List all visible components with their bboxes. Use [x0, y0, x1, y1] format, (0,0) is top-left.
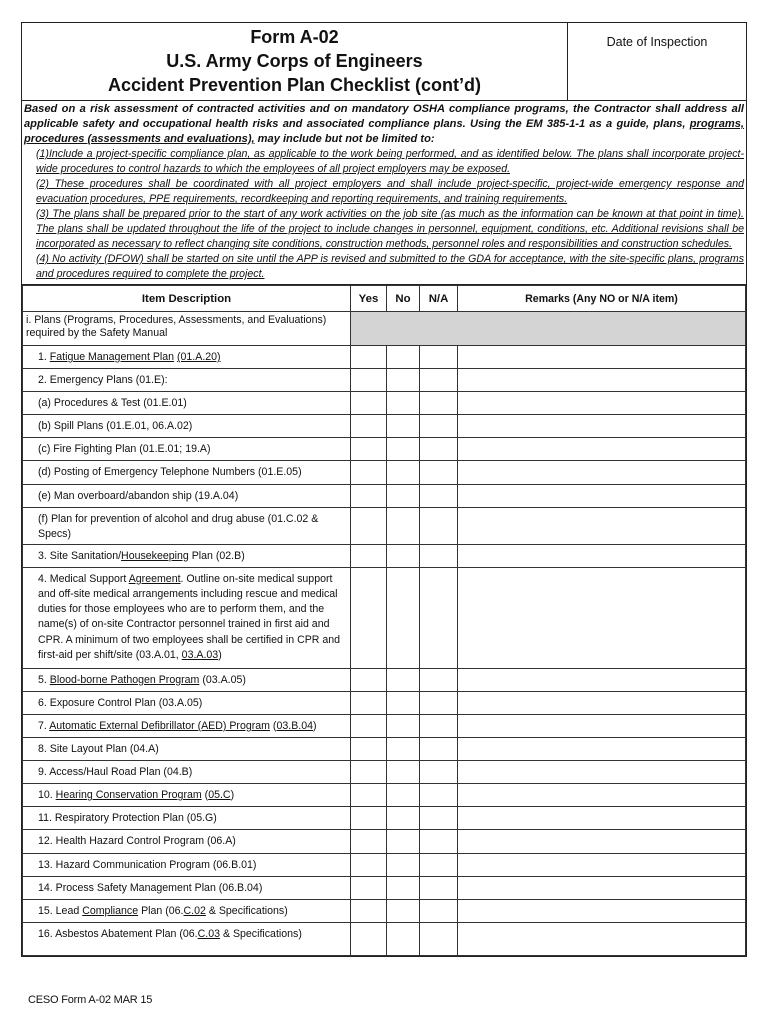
na-cell[interactable] — [420, 484, 458, 507]
remarks-cell[interactable] — [458, 784, 746, 807]
form-title: Accident Prevention Plan Checklist (cont’d) — [107, 75, 482, 95]
table-row — [23, 784, 746, 807]
col-na: N/A — [420, 286, 458, 312]
yes-cell[interactable] — [351, 784, 387, 807]
remarks-cell[interactable] — [458, 484, 746, 507]
item-description: (f) Plan for prevention of alcohol and drug abuse (01.C.02 & Specs) — [23, 507, 351, 544]
col-item-description: Item Description — [23, 286, 351, 312]
section-title: i. Plans (Programs, Procedures, Assessments, and Evaluations) required by the Safety Manual — [23, 312, 351, 346]
table-row — [23, 461, 746, 484]
na-cell[interactable] — [420, 346, 458, 369]
col-no: No — [387, 286, 420, 312]
section-shaded-cell — [351, 312, 746, 346]
date-of-inspection-field[interactable] — [568, 23, 746, 100]
no-cell[interactable] — [387, 830, 420, 853]
procedure-2: (2) These procedures shall be coordinated with all project employers and shall include project-specific, project-wide emergency response and evacuation procedures, PPE requirements, recordkeeping and reporting requirements, and training requirements. — [36, 178, 744, 205]
yes-cell[interactable] — [351, 830, 387, 853]
na-cell[interactable] — [420, 691, 458, 714]
item-description: 2. Emergency Plans (01.E): — [23, 369, 351, 392]
table-row — [23, 507, 746, 544]
remarks-cell[interactable] — [458, 438, 746, 461]
remarks-cell[interactable] — [458, 876, 746, 899]
no-cell[interactable] — [387, 853, 420, 876]
table-row — [23, 438, 746, 461]
remarks-cell[interactable] — [458, 567, 746, 668]
remarks-cell[interactable] — [458, 714, 746, 737]
lead-underline-programs: programs, — [689, 118, 744, 130]
no-cell[interactable] — [387, 668, 420, 691]
section-row — [23, 312, 746, 346]
no-cell[interactable] — [387, 761, 420, 784]
item-description: (e) Man overboard/abandon ship (19.A.04) — [23, 484, 351, 507]
item-description: 13. Hazard Communication Program (06.B.01) — [23, 853, 351, 876]
no-cell[interactable] — [387, 507, 420, 544]
yes-cell[interactable] — [351, 461, 387, 484]
remarks-cell[interactable] — [458, 369, 746, 392]
na-cell[interactable] — [420, 392, 458, 415]
yes-cell[interactable] — [351, 714, 387, 737]
remarks-cell[interactable] — [458, 507, 746, 544]
no-cell[interactable] — [387, 369, 420, 392]
remarks-cell[interactable] — [458, 738, 746, 761]
lead-underline-procedures: procedures (assessments and evaluations), — [24, 133, 255, 145]
no-cell[interactable] — [387, 738, 420, 761]
na-cell[interactable] — [420, 784, 458, 807]
table-row — [23, 544, 746, 567]
yes-cell[interactable] — [351, 392, 387, 415]
remarks-cell[interactable] — [458, 691, 746, 714]
item-description: 7. Automatic External Defibrillator (AED) Program (03.B.04) — [23, 714, 351, 737]
item-description: 15. Lead Compliance Plan (06.C.02 & Specifications) — [23, 899, 351, 922]
table-row — [23, 392, 746, 415]
na-cell[interactable] — [420, 714, 458, 737]
no-cell[interactable] — [387, 784, 420, 807]
lead-text: Based on a risk assessment of contracted activities and on mandatory OSHA compliance programs, the Contractor shall address all applicable safety and occupational health risks and associated compliance plans. Using the EM 385-1-1 as a guide, plans, — [24, 103, 744, 130]
item-description: 12. Health Hazard Control Program (06.A) — [23, 830, 351, 853]
item-description: 1. Fatigue Management Plan (01.A.20) — [23, 346, 351, 369]
yes-cell[interactable] — [351, 567, 387, 668]
na-cell[interactable] — [420, 567, 458, 668]
table-row — [23, 567, 746, 668]
no-cell[interactable] — [387, 899, 420, 922]
remarks-cell[interactable] — [458, 830, 746, 853]
col-yes: Yes — [351, 286, 387, 312]
item-description: 16. Asbestos Abatement Plan (06.C.03 & Specifications) — [23, 922, 351, 955]
form-number: Form A-02 — [250, 27, 339, 47]
yes-cell[interactable] — [351, 876, 387, 899]
table-row — [23, 714, 746, 737]
table-header — [23, 286, 746, 312]
form-title-block — [22, 23, 568, 100]
yes-cell[interactable] — [351, 761, 387, 784]
table-row — [23, 691, 746, 714]
table-row — [23, 899, 746, 922]
item-description: 10. Hearing Conservation Program (05.C) — [23, 784, 351, 807]
item-description: 5. Blood-borne Pathogen Program (03.A.05) — [23, 668, 351, 691]
table-row — [23, 668, 746, 691]
item-description: (c) Fire Fighting Plan (01.E.01; 19.A) — [23, 438, 351, 461]
procedure-3: (3) The plans shall be prepared prior to the start of any work activities on the job site (as much as the information can be known at that point in time). The plans shall be updated throughout the life of the project to include changes in personnel, equipment, conditions, etc. Additional revisions shall be incorporated as necessary to reflect changing site conditions, construction methods, personnel roles and responsibilities and construction schedules. — [36, 208, 744, 250]
na-cell[interactable] — [420, 438, 458, 461]
remarks-cell[interactable] — [458, 807, 746, 830]
yes-cell[interactable] — [351, 415, 387, 438]
organization-name: U.S. Army Corps of Engineers — [166, 51, 423, 71]
no-cell[interactable] — [387, 484, 420, 507]
yes-cell[interactable] — [351, 438, 387, 461]
date-of-inspection-label: Date of Inspection — [606, 35, 708, 49]
yes-cell[interactable] — [351, 807, 387, 830]
no-cell[interactable] — [387, 807, 420, 830]
na-cell[interactable] — [420, 922, 458, 955]
table-row — [23, 346, 746, 369]
item-description: (d) Posting of Emergency Telephone Numbers (01.E.05) — [23, 461, 351, 484]
no-cell[interactable] — [387, 714, 420, 737]
item-description: (a) Procedures & Test (01.E.01) — [23, 392, 351, 415]
table-row — [23, 807, 746, 830]
remarks-cell[interactable] — [458, 415, 746, 438]
yes-cell[interactable] — [351, 544, 387, 567]
remarks-cell[interactable] — [458, 761, 746, 784]
yes-cell[interactable] — [351, 484, 387, 507]
remarks-cell[interactable] — [458, 899, 746, 922]
table-row — [23, 922, 746, 955]
yes-cell[interactable] — [351, 922, 387, 955]
na-cell[interactable] — [420, 461, 458, 484]
no-cell[interactable] — [387, 461, 420, 484]
procedure-4: (4) No activity (DFOW) shall be started on site until the APP is revised and submitted to the GDA for acceptance, with the site-specific plans, programs and procedures required to complete the project. — [36, 253, 744, 280]
item-description: 8. Site Layout Plan (04.A) — [23, 738, 351, 761]
table-row — [23, 830, 746, 853]
remarks-cell[interactable] — [458, 853, 746, 876]
item-description: (b) Spill Plans (01.E.01, 06.A.02) — [23, 415, 351, 438]
na-cell[interactable] — [420, 807, 458, 830]
yes-cell[interactable] — [351, 738, 387, 761]
lead-text-end: may include but not be limited to: — [254, 133, 435, 145]
na-cell[interactable] — [420, 761, 458, 784]
na-cell[interactable] — [420, 853, 458, 876]
form-footer: CESO Form A-02 MAR 15 — [28, 994, 153, 1006]
item-description: 9. Access/Haul Road Plan (04.B) — [23, 761, 351, 784]
item-description: 3. Site Sanitation/Housekeeping Plan (02.B) — [23, 544, 351, 567]
checklist-form — [21, 22, 747, 957]
yes-cell[interactable] — [351, 853, 387, 876]
na-cell[interactable] — [420, 507, 458, 544]
remarks-cell[interactable] — [458, 346, 746, 369]
form-header — [22, 23, 746, 101]
na-cell[interactable] — [420, 876, 458, 899]
procedure-1: (1)Include a project-specific compliance plan, as applicable to the work being performed, and as identified below. The plans shall incorporate project-wide procedures to control hazards to which the employees of all project employers may be exposed. — [36, 148, 744, 175]
na-cell[interactable] — [420, 415, 458, 438]
instructions — [22, 101, 746, 285]
no-cell[interactable] — [387, 346, 420, 369]
table-row — [23, 415, 746, 438]
na-cell[interactable] — [420, 899, 458, 922]
no-cell[interactable] — [387, 922, 420, 955]
na-cell[interactable] — [420, 369, 458, 392]
table-row — [23, 484, 746, 507]
yes-cell[interactable] — [351, 668, 387, 691]
instructions-lead — [24, 101, 744, 147]
yes-cell[interactable] — [351, 507, 387, 544]
yes-cell[interactable] — [351, 346, 387, 369]
remarks-cell[interactable] — [458, 392, 746, 415]
remarks-cell[interactable] — [458, 544, 746, 567]
item-description: 4. Medical Support Agreement. Outline on-site medical support and off-site medical arrangements including rescue and medical duties for those employees who are to perform them, and the name(s) of on-site Contractor personnel trained in first aid and CPR. A minimum of two employees shall be certified in CPR and first-aid per shift/site (03.A.01, 03.A.03) — [23, 567, 351, 668]
col-remarks: Remarks (Any NO or N/A item) — [458, 286, 746, 312]
item-description: 14. Process Safety Management Plan (06.B.04) — [23, 876, 351, 899]
no-cell[interactable] — [387, 876, 420, 899]
no-cell[interactable] — [387, 438, 420, 461]
yes-cell[interactable] — [351, 369, 387, 392]
table-row — [23, 876, 746, 899]
na-cell[interactable] — [420, 668, 458, 691]
na-cell[interactable] — [420, 830, 458, 853]
no-cell[interactable] — [387, 392, 420, 415]
na-cell[interactable] — [420, 544, 458, 567]
no-cell[interactable] — [387, 567, 420, 668]
table-row — [23, 369, 746, 392]
no-cell[interactable] — [387, 415, 420, 438]
remarks-cell[interactable] — [458, 461, 746, 484]
na-cell[interactable] — [420, 738, 458, 761]
no-cell[interactable] — [387, 544, 420, 567]
item-description: 6. Exposure Control Plan (03.A.05) — [23, 691, 351, 714]
item-description: 11. Respiratory Protection Plan (05.G) — [23, 807, 351, 830]
remarks-cell[interactable] — [458, 668, 746, 691]
table-row — [23, 761, 746, 784]
no-cell[interactable] — [387, 691, 420, 714]
table-row — [23, 738, 746, 761]
table-row — [23, 853, 746, 876]
yes-cell[interactable] — [351, 899, 387, 922]
yes-cell[interactable] — [351, 691, 387, 714]
instructions-procedures — [24, 147, 744, 282]
checklist-table — [22, 285, 746, 956]
remarks-cell[interactable] — [458, 922, 746, 955]
